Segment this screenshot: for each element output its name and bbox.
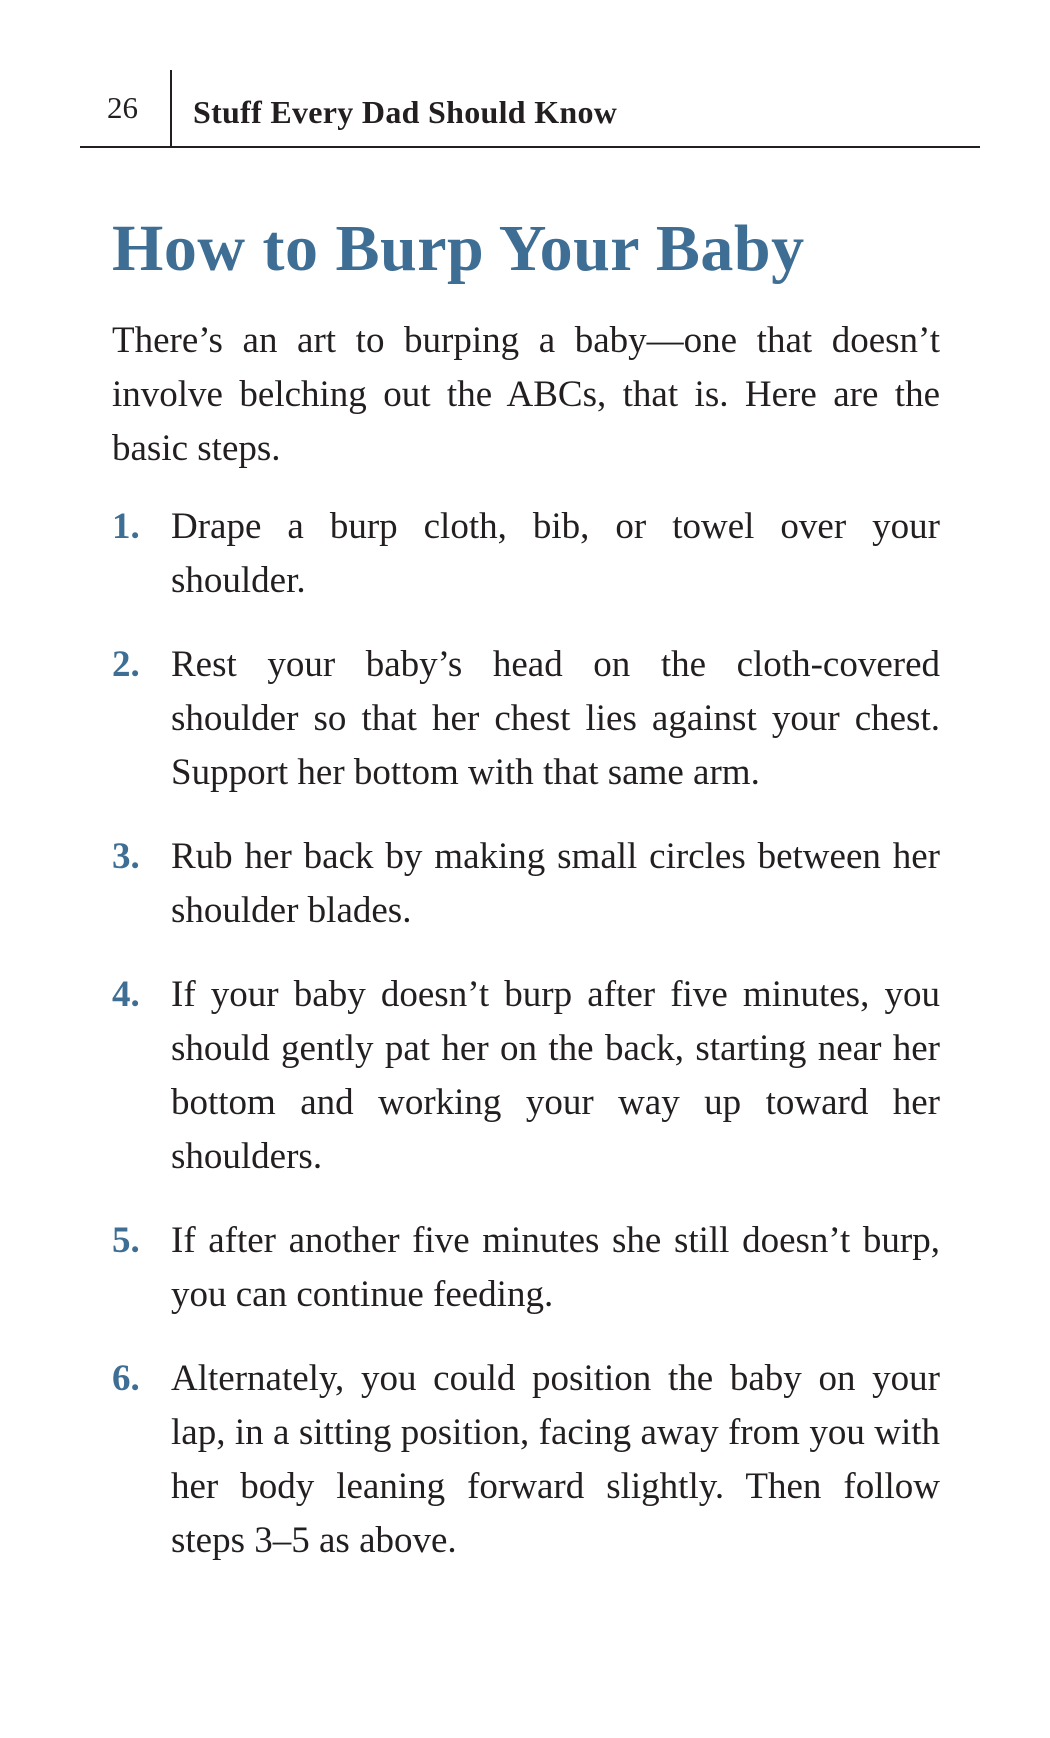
page-title: How to Burp Your Baby [112, 212, 805, 285]
step-item [112, 638, 940, 800]
step-text: Rest your baby’s head on the cloth-covered shoulder so that her chest lies against your chest. Support her bottom with that same arm. [171, 644, 940, 793]
header-divider [170, 70, 172, 146]
step-item [112, 500, 940, 608]
step-number: 1. [112, 506, 140, 547]
step-text: Drape a burp cloth, bib, or towel over your shoulder. [171, 506, 940, 601]
step-number: 6. [112, 1358, 140, 1399]
step-number: 5. [112, 1220, 140, 1261]
book-title: Stuff Every Dad Should Know [193, 94, 618, 130]
step-text: Alternately, you could position the baby on your lap, in a sitting position, facing away from you with her body leaning forward slightly. Then follow steps 3–5 as above. [171, 1358, 940, 1561]
step-number: 4. [112, 974, 140, 1015]
page-number: 26 [107, 90, 138, 125]
running-head [80, 70, 980, 148]
step-item [112, 830, 940, 938]
step-text: If your baby doesn’t burp after five minutes, you should gently pat her on the back, starting near her bottom and working your way up toward her shoulders. [171, 974, 940, 1177]
step-number: 3. [112, 836, 140, 877]
steps-list [112, 500, 940, 1568]
step-item [112, 968, 940, 1184]
intro-paragraph: There’s an art to burping a baby—one that doesn’t involve belching out the ABCs, that is. Here are the basic steps. [112, 320, 940, 469]
step-text: Rub her back by making small circles between her shoulder blades. [171, 836, 940, 931]
step-item [112, 1352, 940, 1568]
step-item [112, 1214, 940, 1322]
step-text: If after another five minutes she still doesn’t burp, you can continue feeding. [171, 1220, 940, 1315]
step-number: 2. [112, 644, 140, 685]
